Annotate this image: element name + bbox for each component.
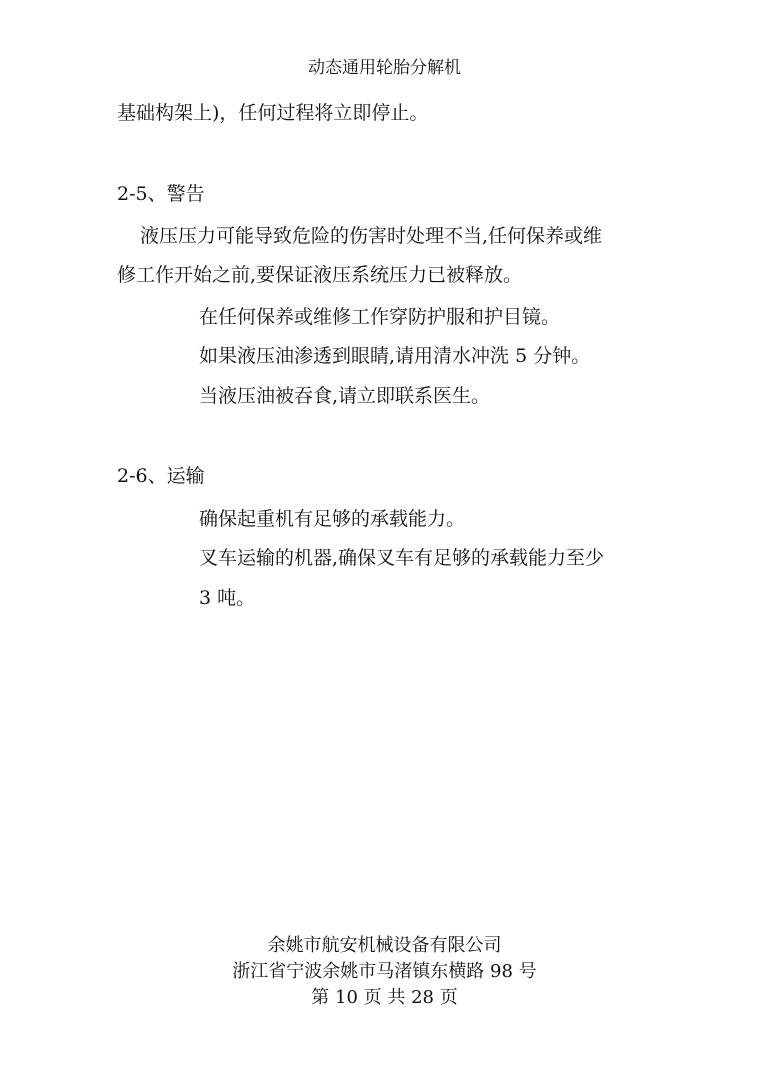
intro-line: 基础构架上)，任何过程将立即停止。 [117,102,429,124]
section-2-5-item-1: 在任何保养或维修工作穿防护服和护目镜。 [199,306,561,328]
section-2-5-heading: 2-5、警告 [117,183,205,205]
section-2-5-paragraph-line1: 液压压力可能导致危险的伤害时处理不当,任何保养或维 [140,225,603,247]
section-2-6-item-1: 确保起重机有足够的承载能力。 [199,508,466,530]
section-2-6-item-2-line1: 叉车运输的机器,确保叉车有足够的承载能力至少 [199,547,605,569]
header-title: 动态通用轮胎分解机 [308,58,461,78]
section-2-6-heading: 2-6、运输 [117,465,205,487]
section-2-6-item-2-line2: 3 吨。 [199,587,256,609]
section-2-5-paragraph-line2: 修工作开始之前,要保证液压系统压力已被释放。 [117,264,523,286]
section-2-5-item-2: 如果液压油渗透到眼睛,请用清水冲洗 5 分钟。 [199,345,591,367]
footer-page-info: 第 10 页 共 28 页 [311,987,458,1008]
footer-address: 浙江省宁波余姚市马渚镇东横路 98 号 [232,961,537,982]
section-2-5-item-3: 当液压油被吞食,请立即联系医生。 [199,385,491,407]
footer-company: 余姚市航安机械设备有限公司 [267,935,502,956]
